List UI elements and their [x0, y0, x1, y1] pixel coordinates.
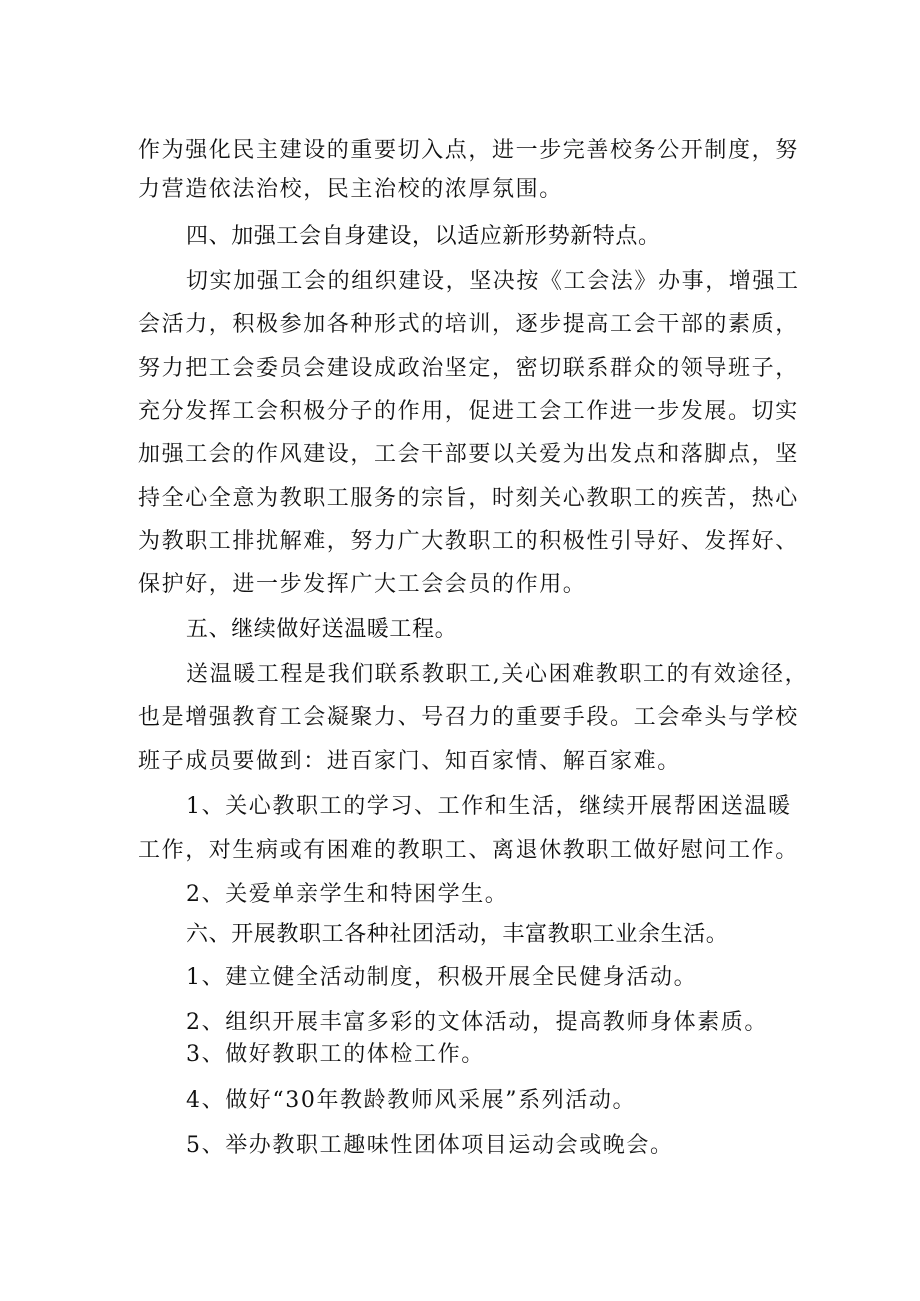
paragraph-line: 会活力，积极参加各种形式的培训，逐步提高工会干部的素质， [138, 312, 799, 337]
list-item: 3、做好教职工的体检工作。 [186, 1042, 485, 1067]
paragraph-line: 力营造依法治校，民主治校的浓厚氛围。 [138, 177, 563, 202]
paragraph-line: 充分发挥工会积极分子的作用，促进工会工作进一步发展。切实 [138, 399, 799, 424]
section-heading-5: 五、继续做好送温暖工程。 [186, 617, 458, 642]
paragraph-line: 为教职工排扰解难，努力广大教职工的积极性引导好、发挥好、 [138, 529, 799, 554]
list-item: 2、组织开展丰富多彩的文体活动，提高教师身体素质。 [186, 1010, 768, 1035]
paragraph-line: 努力把工会委员会建设成政治坚定，密切联系群众的领导班子， [138, 356, 799, 381]
section-heading-4: 四、加强工会自身建设，以适应新形势新特点。 [186, 224, 661, 249]
paragraph-line: 也是增强教育工会凝聚力、号召力的重要手段。工会牵头与学校 [138, 705, 799, 730]
paragraph-line: 保护好，进一步发挥广大工会会员的作用。 [138, 572, 587, 597]
paragraph-line: 作为强化民主建设的重要切入点，进一步完善校务公开制度，努 [138, 138, 799, 163]
paragraph-line: 切实加强工会的组织建设，坚决按《工会法》办事，增强工 [186, 269, 800, 294]
list-item: 1、建立健全活动制度，积极开展全民健身活动。 [186, 965, 698, 990]
list-item: 工作，对生病或有困难的教职工、离退休教职工做好慰问工作。 [138, 838, 799, 863]
list-item: 1、关心教职工的学习、工作和生活，继续开展帮困送温暖 [186, 794, 792, 819]
paragraph-line: 班子成员要做到：进百家门、知百家情、解百家难。 [138, 749, 681, 774]
list-item: 5、举办教职工趣味性团体项目运动会或晚会。 [186, 1133, 674, 1158]
section-heading-6: 六、开展教职工各种社团活动，丰富教职工业余生活。 [186, 922, 729, 947]
paragraph-line: 送温暖工程是我们联系教职工,关心困难教职工的有效途径， [186, 662, 809, 687]
paragraph-line: 持全心全意为教职工服务的宗旨，时刻关心教职工的疾苦，热心 [138, 486, 799, 511]
paragraph-line: 加强工会的作风建设，工会干部要以关爱为出发点和落脚点，坚 [138, 442, 799, 467]
list-item: 2、关爱单亲学生和特困学生。 [186, 882, 509, 907]
list-item: 4、做好“30年教龄教师风采展”系列活动。 [186, 1088, 637, 1113]
